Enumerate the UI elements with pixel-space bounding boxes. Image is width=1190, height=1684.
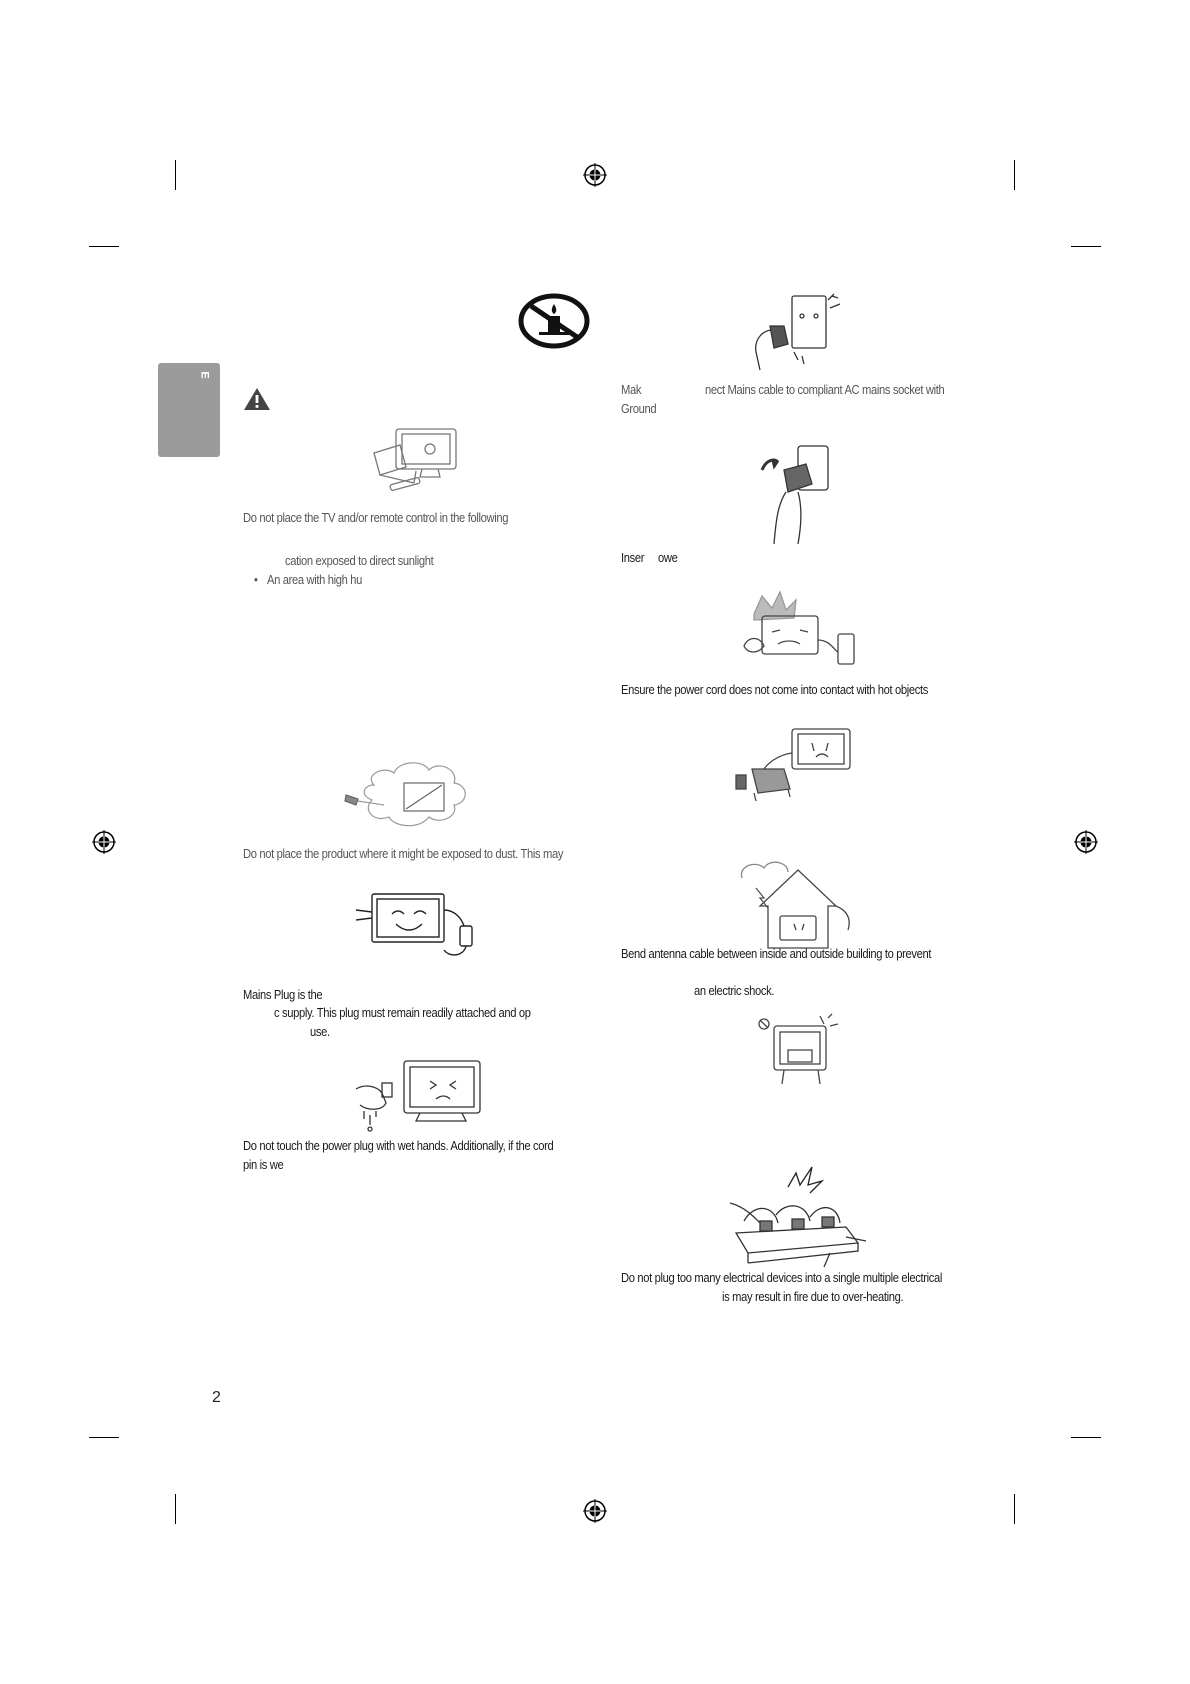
- caption-dust: Do not place the product where it might be exposed to dust. This may: [243, 846, 564, 861]
- page-number: 2: [212, 1389, 221, 1406]
- power-strip-illustration: [726, 1163, 868, 1267]
- registration-mark-icon: [583, 1499, 607, 1523]
- registration-mark-icon: [92, 830, 116, 854]
- crop-mark-bottom-left-v: [175, 1494, 176, 1524]
- caption-high-humidity: An area with high hu: [267, 572, 363, 587]
- caption-ground-1b: nect Mains cable to compliant AC mains socket with: [705, 382, 945, 397]
- insert-plug-illustration: [758, 440, 840, 546]
- language-tab: [158, 363, 220, 457]
- crop-mark-top-left-v: [175, 160, 176, 190]
- caption-hot-objects: Ensure the power cord does not come into contact with hot objects: [621, 682, 929, 697]
- caption-wet-hands-1: Do not touch the power plug with wet hands. Additionally, if the cord: [243, 1138, 554, 1153]
- crop-mark-bottom-right-v: [1014, 1494, 1015, 1524]
- warning-icon: [243, 387, 271, 411]
- registration-mark-icon: [1074, 830, 1098, 854]
- heater-cord-illustration: [734, 723, 860, 807]
- antenna-house-illustration: [736, 858, 862, 950]
- mains-plug-illustration: [352, 890, 488, 966]
- caption-multi-outlet-2: is may result in fire due to over-heating.: [722, 1289, 904, 1304]
- caption-insert-b: owe: [658, 550, 678, 565]
- no-open-flame-icon: [517, 292, 591, 350]
- caption-direct-sunlight: cation exposed to direct sunlight: [285, 553, 434, 568]
- crop-mark-top-right-v: [1014, 160, 1015, 190]
- wet-hands-illustration: [346, 1053, 492, 1135]
- caption-mains-plug-3: use.: [310, 1024, 330, 1039]
- dust-illustration: [344, 755, 484, 835]
- caption-tv-location: Do not place the TV and/or remote control in the following: [243, 510, 509, 525]
- caption-ground-2: Ground: [621, 401, 657, 416]
- crop-mark-right-bottom-h: [1071, 1437, 1101, 1438]
- ground-socket-illustration: [748, 290, 844, 372]
- caption-multi-outlet-1: Do not plug too many electrical devices into a single multiple electrical: [621, 1270, 943, 1285]
- crop-mark-left-bottom-h: [89, 1437, 119, 1438]
- no-climb-tv-illustration: [758, 1012, 840, 1092]
- hot-objects-illustration: [738, 590, 860, 678]
- language-tab-letter: E: [198, 371, 211, 379]
- caption-mains-plug-2: c supply. This plug must remain readily attached and op: [274, 1005, 531, 1020]
- registration-mark-icon: [583, 163, 607, 187]
- caption-antenna-2: an electric shock.: [694, 983, 775, 998]
- caption-insert-a: Inser: [621, 550, 645, 565]
- caption-wet-hands-2: pin is we: [243, 1157, 284, 1172]
- tv-remote-illustration: [370, 423, 466, 499]
- crop-mark-right-top-h: [1071, 246, 1101, 247]
- caption-ground-1a: Mak: [621, 382, 642, 397]
- crop-mark-left-top-h: [89, 246, 119, 247]
- caption-mains-plug-1: Mains Plug is the: [243, 987, 323, 1002]
- caption-antenna-1: Bend antenna cable between inside and outside building to prevent: [621, 946, 932, 961]
- bullet-marker: •: [254, 572, 258, 587]
